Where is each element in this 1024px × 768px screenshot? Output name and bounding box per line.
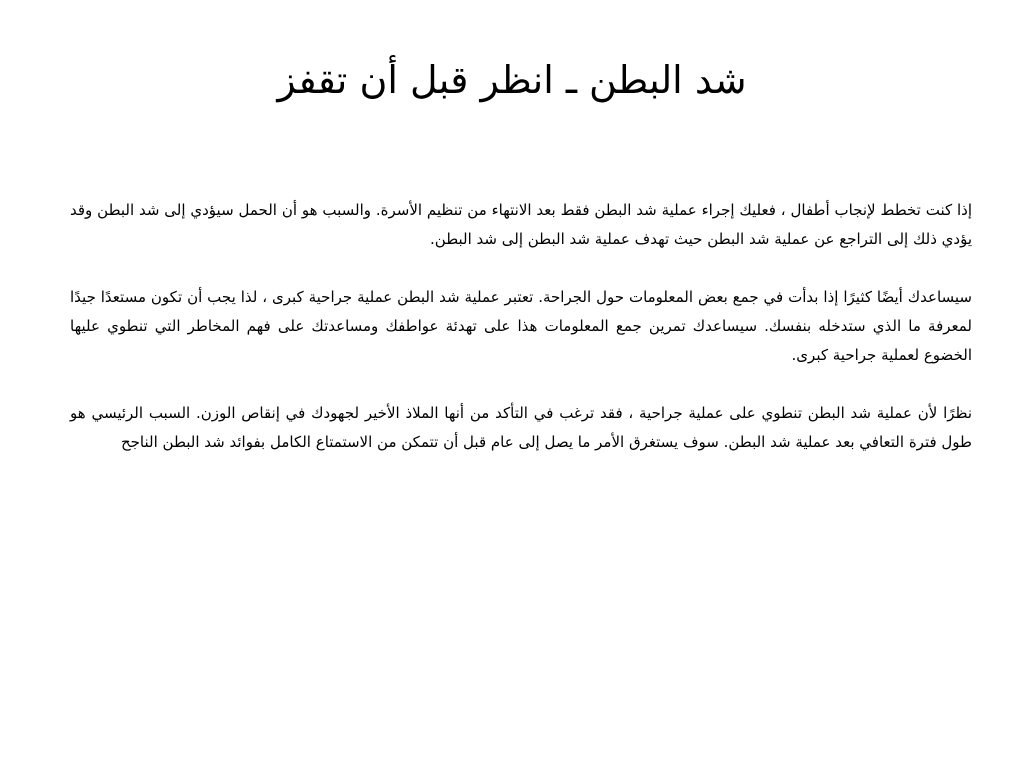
body-paragraph-1: إذا كنت تخطط لإنجاب أطفال ، فعليك إجراء عملية شد البطن فقط بعد الانتهاء من تنظيم الأسرة. والسبب هو أن الحمل سيؤدي إلى شد البطن وقد يؤدي ذلك إلى التراجع عن عملية شد البطن حيث تهدف عملية شد البطن إلى شد البطن. [70, 201, 972, 248]
body-paragraph-2: سيساعدك أيضًا كثيرًا إذا بدأت في جمع بعض المعلومات حول الجراحة. تعتبر عملية شد البطن عملية جراحية كبرى ، لذا يجب أن تكون مستعدًا جيدًا لمعرفة ما الذي ستدخله بنفسك. سيساعدك تمرين جمع المعلومات هذا على تهدئة عواطفك ومساعدتك على فهم المخاطر التي تنطوي عليها الخضوع لعملية جراحية كبرى. [70, 288, 972, 364]
body-paragraph-3: نظرًا لأن عملية شد البطن تنطوي على عملية جراحية ، فقد ترغب في التأكد من أنها الملاذ الأخير لجهودك في إنقاص الوزن. السبب الرئيسي هو طول فترة التعافي بعد عملية شد البطن. سوف يستغرق الأمر ما يصل إلى عام قبل أن تتمكن من الاستمتاع الكامل بفوائد شد البطن الناجح [70, 404, 972, 451]
slide-body [70, 196, 972, 457]
slide-title: شد البطن ـ انظر قبل أن تقفز [277, 58, 747, 102]
